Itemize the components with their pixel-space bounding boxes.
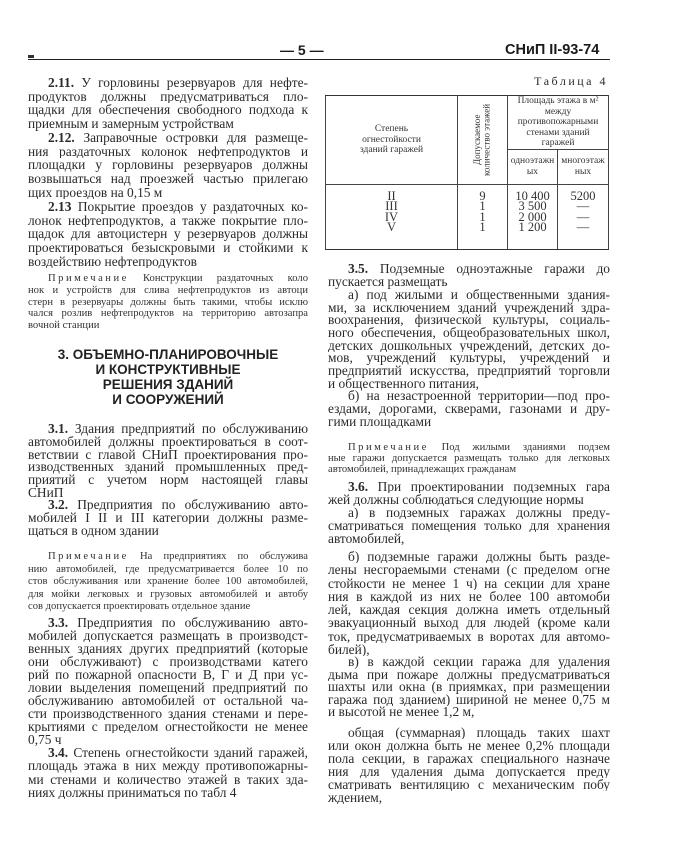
line-text: и общественного питания,	[328, 377, 479, 391]
text-line	[28, 601, 308, 614]
line-text: лей, каждая секция должна иметь отдельный	[328, 603, 610, 617]
line-text: мобилей допускается размещать в производст-	[28, 629, 308, 642]
cell-multi: —	[576, 199, 590, 214]
line-text: ного обеспечения, общеобразовательных школ,	[328, 327, 610, 340]
cell-multi: —	[576, 220, 590, 235]
clause-3-1	[28, 423, 308, 500]
line-text: Предприятия по обслуживанию авто-	[77, 498, 308, 511]
line-text: щаться в одном здании	[28, 524, 159, 537]
clause-3-6-b	[328, 550, 610, 656]
text-line	[328, 289, 610, 302]
clause-number: 3.2.	[48, 498, 69, 511]
line-text: площадки у горловины резервуаров должны	[28, 158, 308, 173]
text-line	[328, 706, 610, 719]
line-text: б) подземные гаражи должны быть разде-	[348, 550, 610, 564]
clause-2-11	[28, 76, 308, 131]
cell-floors: 9	[479, 188, 486, 203]
cell-floors: 1	[479, 209, 486, 224]
line-text: стойкости не менее 1 ч) на секции для хране	[328, 576, 610, 590]
text-line	[28, 773, 308, 786]
text-line	[28, 308, 308, 320]
clause-3-6-a	[328, 506, 610, 545]
line-text: автомобилей должны проектироваться в соот-	[28, 435, 308, 449]
line-text: щих проездов на 0,15 м	[28, 185, 163, 200]
line-text: они обслуживают) с производствами катего	[28, 655, 308, 668]
line-text: Здания предприятий по обслуживанию	[74, 423, 308, 436]
line-text: При проектировании подземных гара	[377, 480, 610, 493]
text-line	[28, 759, 308, 772]
line-text: площадь этажа в них между противопожарны-	[28, 759, 308, 773]
line-text: шахты или окна (в приямках, при размещении	[328, 681, 610, 694]
line-text: возвышаться над проезжей частью прилегаю	[28, 172, 308, 186]
line-text: ми стенами и количество этажей в таких зда-	[28, 772, 308, 786]
text-line	[328, 550, 610, 563]
text-line	[28, 564, 308, 577]
text-line	[28, 511, 308, 524]
line-text: Подземные одноэтажные гаражи до	[379, 263, 610, 276]
line-text: для мойки легковых и грузовых автомобилей и автобу	[28, 588, 308, 600]
line-text: ниях должны приниматься по табл 4	[28, 785, 237, 800]
text-line	[28, 297, 308, 309]
text-line	[28, 681, 308, 694]
header-floors	[458, 96, 508, 185]
text-line	[28, 320, 308, 332]
heading-line: РЕШЕНИЯ ЗДАНИЙ	[102, 377, 234, 392]
line-text: или окон должна быть не менее 0,2% площади	[328, 739, 610, 752]
text-line	[328, 464, 610, 475]
clause-number: 2.11.	[48, 76, 75, 90]
line-text: крытиями с пределом огнестойкости не менее	[28, 720, 308, 733]
line-text: Покрытие проездов у раздаточных ко-	[77, 200, 308, 214]
text-line	[28, 76, 308, 90]
line-text: чался розлив нефтепродуктов на территорию автозапра	[28, 308, 308, 320]
text-line	[28, 255, 308, 269]
note-label: Примечание	[48, 273, 129, 284]
line-text: ния в каждой из них не более 100 автомоби	[328, 589, 610, 604]
text-line	[328, 519, 610, 532]
line-text: изводственных зданий промышленных пред-	[28, 461, 308, 475]
page-number: — 5 —	[280, 42, 324, 58]
line-text: ные гаражи допускается размещать только для легковых	[328, 453, 610, 464]
line-text: приемным и замерным устройствам	[28, 117, 234, 131]
margin-mark	[28, 55, 34, 58]
note-2-13	[28, 273, 308, 332]
line-text: стов обслуживания или хранение более 100 автомобилей,	[28, 576, 308, 587]
text-line	[328, 669, 610, 682]
text-line	[28, 158, 308, 172]
line-text: а) в подземных гаражах должны преду-	[348, 506, 610, 519]
line-text: ния для удаления дыма допускается преду	[328, 765, 610, 778]
line-text: проектироваться безыскровыми и стойкими к	[28, 241, 308, 255]
text-line	[28, 707, 308, 720]
note-3-5	[328, 442, 610, 475]
clause-3-6	[328, 480, 610, 506]
cell-floors: 1	[479, 199, 486, 214]
text-line	[328, 327, 610, 340]
line-text: нок и устройств для слива нефтепродуктов из автоци	[28, 284, 308, 296]
text-line	[28, 655, 308, 668]
clause-number: 2.13	[48, 200, 72, 214]
text-line	[328, 616, 610, 629]
clause-3-3	[28, 616, 308, 746]
text-line	[28, 576, 308, 589]
text-line	[28, 668, 308, 681]
cell-single: 1 200	[518, 220, 547, 235]
text-line	[328, 681, 610, 694]
text-line	[328, 765, 610, 778]
text-line	[28, 720, 308, 733]
line-text: жей должны соблюдаться следующие нормы	[328, 493, 584, 506]
line-text: и высотой не менее 1,2 м,	[328, 706, 475, 719]
clause-3-6-g	[328, 726, 610, 804]
note-3-2	[28, 551, 308, 614]
cell-degree: II	[387, 188, 396, 203]
line-text: воздействию нефтепродуктов	[28, 254, 197, 269]
line-text: Степень огнестойкости зданий гаражей,	[73, 746, 308, 760]
table-caption: Таблица 4	[534, 74, 608, 88]
heading-line: 3. ОБЪЕМНО-ПЛАНИРОВОЧНЫЕ	[57, 347, 279, 362]
table-4	[325, 95, 609, 250]
text-line	[28, 436, 308, 449]
heading-line: И КОНСТРУКТИВНЫЕ	[95, 362, 241, 377]
text-line	[28, 616, 308, 629]
line-text: Предприятия по обслуживанию авто-	[77, 616, 308, 629]
text-line	[28, 145, 308, 159]
text-line	[328, 352, 610, 365]
line-text: гаража под зданием) шириной не менее 0,75 м	[328, 693, 610, 707]
text-line	[28, 733, 308, 746]
text-line	[28, 589, 308, 602]
line-text: 0,75 ч	[28, 733, 62, 746]
line-text: Под жилыми зданиями подзем	[441, 442, 610, 453]
text-line	[28, 524, 308, 537]
clause-3-2	[28, 498, 308, 537]
text-line	[28, 186, 308, 200]
line-text: ния раздаточных колонок нефтепродуктов и	[28, 144, 308, 159]
text-line	[28, 200, 308, 214]
cell-multi: 5200	[570, 188, 596, 203]
text-line	[28, 629, 308, 642]
line-text: обслуживанию автомобилей от остальной ча-	[28, 694, 308, 707]
clause-3-5-a	[328, 289, 610, 391]
clause-3-6-v	[328, 656, 610, 719]
text-line	[328, 694, 610, 707]
column-multi-storey	[558, 184, 609, 249]
header-area: Площадь этажа в м² между противопожарными стенами зданий гаражей	[508, 96, 609, 150]
line-text: пола секции, в гаражах специального назначе	[328, 752, 610, 765]
line-text: стерн в резервуары должны быть такими, чтобы исклю	[28, 296, 308, 308]
text-line	[28, 227, 308, 241]
cell-degree: III	[385, 199, 398, 214]
clause-number: 3.1.	[48, 423, 69, 436]
cell-single: 2 000	[518, 209, 547, 224]
line-text: сматриваться помещения только для хранения	[328, 519, 610, 532]
line-text: лонок нефтепродуктов, а также покрытие пло-	[28, 213, 308, 228]
line-text: б) на незастроенной территории—под про-	[348, 390, 610, 403]
text-line	[328, 314, 610, 327]
line-text: нию автомобилей, где предусматривается более 10 по	[28, 563, 308, 575]
text-line	[328, 340, 610, 353]
text-line	[328, 577, 610, 590]
text-line	[328, 416, 610, 429]
text-line	[28, 498, 308, 511]
line-text: вочной станции	[28, 320, 100, 332]
line-text: предприятий искусства, предприятий торговли	[328, 365, 610, 378]
text-line	[28, 214, 308, 228]
line-text: венных зданиях других предприятий (которые	[28, 642, 308, 655]
line-text: сматривать вентиляцию с механическим побу	[328, 778, 610, 791]
cell-degree: V	[386, 220, 397, 235]
text-line	[328, 630, 610, 643]
header-fire-resistance: Степень огнестойкости зданий гаражей	[326, 96, 458, 185]
line-text: У горловины резервуаров для нефте-	[81, 76, 308, 90]
text-line	[28, 551, 308, 564]
line-text: СНиП	[28, 486, 64, 500]
line-text: ток, предусматриваемых в воротах для автомо-	[328, 629, 610, 644]
text-line	[28, 117, 308, 131]
line-text: Конструкции раздаточных коло	[143, 273, 308, 284]
line-text: автомобилей, принадлежащих гражданам	[328, 464, 517, 475]
text-line	[28, 474, 308, 487]
text-line	[28, 694, 308, 707]
text-line	[328, 739, 610, 752]
line-text: гими площадками	[328, 415, 432, 429]
cell-multi: —	[576, 209, 590, 224]
text-line	[328, 365, 610, 378]
line-text: билей),	[328, 643, 370, 657]
clause-3-4	[28, 746, 308, 799]
text-line	[328, 532, 610, 545]
line-text: детских дошкольных учреждений, детских до-	[328, 339, 610, 353]
line-text: продуктов должны предусматриваться пло-	[28, 89, 308, 104]
text-line	[28, 131, 308, 145]
clause-number: 3.6.	[348, 480, 369, 493]
line-text: автомобилей,	[328, 532, 405, 545]
cell-degree: IV	[384, 209, 399, 224]
line-text: щадок для автоцистерн у резервуаров должны	[28, 227, 308, 242]
text-line	[328, 791, 610, 804]
cell-single: 10 400	[515, 188, 550, 203]
line-text: На предприятиях по обслужива	[139, 551, 308, 562]
text-line	[328, 453, 610, 464]
line-text: пускается размещать	[328, 275, 448, 289]
text-line	[328, 656, 610, 669]
line-text: Заправочные островки для размеще-	[83, 131, 308, 145]
text-line	[328, 442, 610, 453]
column-degree	[326, 184, 458, 249]
line-text: общая (суммарная) площадь таких шахт	[348, 726, 610, 739]
line-text: сти производственного здания стенами и пере-	[28, 707, 308, 720]
note-label: Примечание	[348, 442, 429, 453]
header-rule	[28, 59, 610, 60]
text-line	[28, 90, 308, 104]
clause-3-5-b	[328, 390, 610, 428]
header-floors-text: Допускаемое количество этажей	[472, 103, 492, 176]
line-text: дыма при пожаре должны предусматриваться	[328, 668, 610, 682]
text-line	[328, 480, 610, 493]
header-multi-storey: многоэтажных	[558, 149, 609, 184]
text-line	[328, 378, 610, 391]
line-text: воохранения, физической культуры, социаль-	[328, 314, 610, 328]
text-line	[328, 403, 610, 416]
text-line	[28, 273, 308, 285]
section-heading	[28, 347, 308, 407]
text-line	[328, 590, 610, 603]
text-line	[328, 752, 610, 765]
cell-floors: 1	[479, 220, 486, 235]
line-text: в) в каждой секции гаража для удаления	[348, 656, 610, 669]
text-line	[328, 726, 610, 739]
text-line	[28, 423, 308, 436]
text-line	[328, 493, 610, 506]
text-line	[328, 276, 610, 289]
clause-2-13	[28, 200, 308, 268]
clause-3-5	[328, 263, 610, 289]
text-line	[328, 778, 610, 791]
clause-number: 3.3.	[48, 616, 69, 629]
clause-number: 3.5.	[348, 263, 369, 276]
line-text: ждением,	[328, 791, 383, 804]
note-label: Примечание	[48, 551, 129, 562]
text-line	[28, 786, 308, 799]
text-line	[28, 746, 308, 759]
line-text: эвакуационный выход для людей (кроме кали	[328, 616, 610, 630]
line-text: щадки для обеспечения свободного подхода к	[28, 103, 308, 118]
clause-2-12	[28, 131, 308, 199]
text-line	[328, 603, 610, 616]
text-line	[28, 172, 308, 186]
text-line	[28, 449, 308, 462]
cell-single: 3 500	[518, 199, 547, 214]
line-text: ми, за исключением зданий учреждений здра-	[328, 301, 610, 315]
text-line	[328, 643, 610, 656]
header-single-storey: одноэтажных	[508, 149, 558, 184]
text-line	[328, 563, 610, 576]
document-code: СНиП II-93-74	[505, 42, 600, 58]
column-single-storey	[508, 184, 558, 249]
clause-number: 2.12.	[48, 131, 75, 145]
line-text: рий по пожарной опасности В, Г и Д при ус-	[28, 668, 308, 681]
line-text: ездами, дорогами, скверами, газонами и дру-	[328, 402, 610, 416]
line-text: сов допускается проектировать отдельное здание	[28, 601, 251, 612]
heading-line: И СООРУЖЕНИЙ	[112, 392, 224, 407]
text-line	[28, 461, 308, 474]
line-text: а) под жилыми и общественными здания-	[348, 289, 610, 302]
text-line	[328, 263, 610, 276]
text-line	[328, 302, 610, 315]
text-line	[28, 285, 308, 297]
line-text: ветствии с главой СНиП проектирования про-	[28, 448, 308, 462]
text-line	[28, 103, 308, 117]
line-text: мов, учреждений культуры, учреждений и	[328, 352, 610, 366]
text-line	[28, 241, 308, 255]
line-text: ловии выделения помещений предприятий по	[28, 681, 308, 694]
column-floors	[458, 184, 508, 249]
line-text: мобилей I II и III категории должны разме-	[28, 511, 308, 524]
text-line	[328, 506, 610, 519]
text-line	[328, 390, 610, 403]
clause-number: 3.4.	[48, 746, 69, 760]
line-text: приятий с учетом норм настоящей главы	[28, 474, 308, 487]
text-line	[28, 642, 308, 655]
line-text: лены несгораемыми стенами (с пределом огне	[328, 563, 610, 577]
